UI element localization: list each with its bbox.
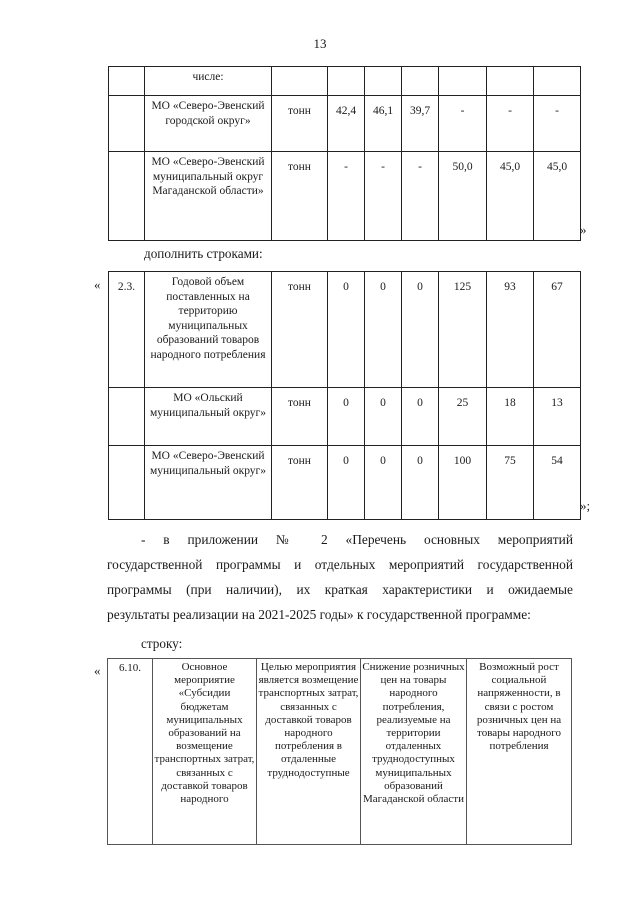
close-quote: » <box>580 222 587 237</box>
row-value: 125 <box>439 272 487 388</box>
table-continuation <box>108 66 581 241</box>
row-value <box>365 67 402 96</box>
row-value: 18 <box>487 388 534 446</box>
row-value <box>328 67 365 96</box>
row-value: 13 <box>534 388 581 446</box>
row-unit: тонн <box>272 272 328 388</box>
table-row <box>109 96 581 152</box>
row-value: - <box>328 152 365 241</box>
result-cell: Снижение розничных цен на товары народного потребления, реализуемые на территории отдаленных труднодоступных муниципальных образований Магаданской области <box>361 659 467 845</box>
row-value <box>402 67 439 96</box>
row-code <box>109 446 145 520</box>
row-value: 0 <box>328 446 365 520</box>
amendment-paragraph <box>107 527 573 627</box>
row-value: 93 <box>487 272 534 388</box>
risk-cell: Возможный рост социальной напряженности, в связи с ростом розничных цен на товары народного потребления <box>467 659 572 845</box>
row-value: 67 <box>534 272 581 388</box>
row-value: 0 <box>328 388 365 446</box>
row-value: - <box>365 152 402 241</box>
table-added-rows <box>108 271 581 520</box>
row-name: числе: <box>145 67 272 96</box>
row-code <box>109 152 145 241</box>
row-code <box>109 67 145 96</box>
row-value: - <box>439 96 487 152</box>
paragraph-line: результаты реализации на 2021-2025 годы» к государственной программе: <box>107 607 531 622</box>
row-unit: тонн <box>272 446 328 520</box>
row-code <box>109 388 145 446</box>
close-quote: »; <box>580 498 591 513</box>
row-unit: тонн <box>272 96 328 152</box>
row-value <box>534 67 581 96</box>
row-value: 46,1 <box>365 96 402 152</box>
table-row <box>109 67 581 96</box>
row-value: 0 <box>328 272 365 388</box>
paragraph-line: - в приложении № 2 «Перечень основных мероприятий <box>141 532 573 547</box>
row-value: 45,0 <box>534 152 581 241</box>
row-value: 0 <box>365 272 402 388</box>
row-value: - <box>487 96 534 152</box>
open-quote: « <box>94 663 101 678</box>
row-value: 45,0 <box>487 152 534 241</box>
row-value <box>487 67 534 96</box>
table-row <box>109 152 581 241</box>
row-value: 100 <box>439 446 487 520</box>
row-value: 50,0 <box>439 152 487 241</box>
row-unit <box>272 67 328 96</box>
paragraph-line: государственной программы и отдельных мероприятий государственной <box>107 557 573 572</box>
row-value: 39,7 <box>402 96 439 152</box>
row-text: строку: <box>141 636 183 651</box>
supplement-text: дополнить строками: <box>144 246 263 261</box>
row-value: 0 <box>402 272 439 388</box>
row-name: МО «Северо-Эвенский городской округ» <box>145 96 272 152</box>
table-row <box>109 272 581 388</box>
row-code <box>109 96 145 152</box>
row-value: 75 <box>487 446 534 520</box>
row-name: МО «Северо-Эвенский муниципальный округ» <box>145 446 272 520</box>
row-name: МО «Ольский муниципальный округ» <box>145 388 272 446</box>
page-number: 13 <box>313 36 327 51</box>
row-name: МО «Северо-Эвенский муниципальный округ Магаданской области» <box>145 152 272 241</box>
table-row <box>108 659 572 845</box>
row-value: 25 <box>439 388 487 446</box>
table-row <box>109 446 581 520</box>
row-unit: тонн <box>272 388 328 446</box>
table-measure-row <box>107 658 572 845</box>
table-row <box>109 388 581 446</box>
row-code: 6.10. <box>108 659 153 845</box>
row-value: 0 <box>365 388 402 446</box>
row-value: - <box>402 152 439 241</box>
row-value: 54 <box>534 446 581 520</box>
row-value: 0 <box>402 388 439 446</box>
measure-cell: Основное мероприятие «Субсидии бюджетам муниципальных образований на возмещение транспортных затрат, связанных с доставкой товаров народного <box>153 659 257 845</box>
row-code: 2.3. <box>109 272 145 388</box>
row-name: Годовой объем поставленных на территорию муниципальных образований товаров народного потребления <box>145 272 272 388</box>
row-value <box>439 67 487 96</box>
row-value: 0 <box>365 446 402 520</box>
row-value: 42,4 <box>328 96 365 152</box>
row-value: 0 <box>402 446 439 520</box>
open-quote: « <box>94 277 101 292</box>
row-unit: тонн <box>272 152 328 241</box>
paragraph-line: программы (при наличии), их краткая характеристики и ожидаемые <box>107 582 573 597</box>
goal-cell: Целью мероприятия является возмещение транспортных затрат, связанных с доставкой товаров народного потребления в отдаленные труднодоступные <box>257 659 361 845</box>
row-value: - <box>534 96 581 152</box>
